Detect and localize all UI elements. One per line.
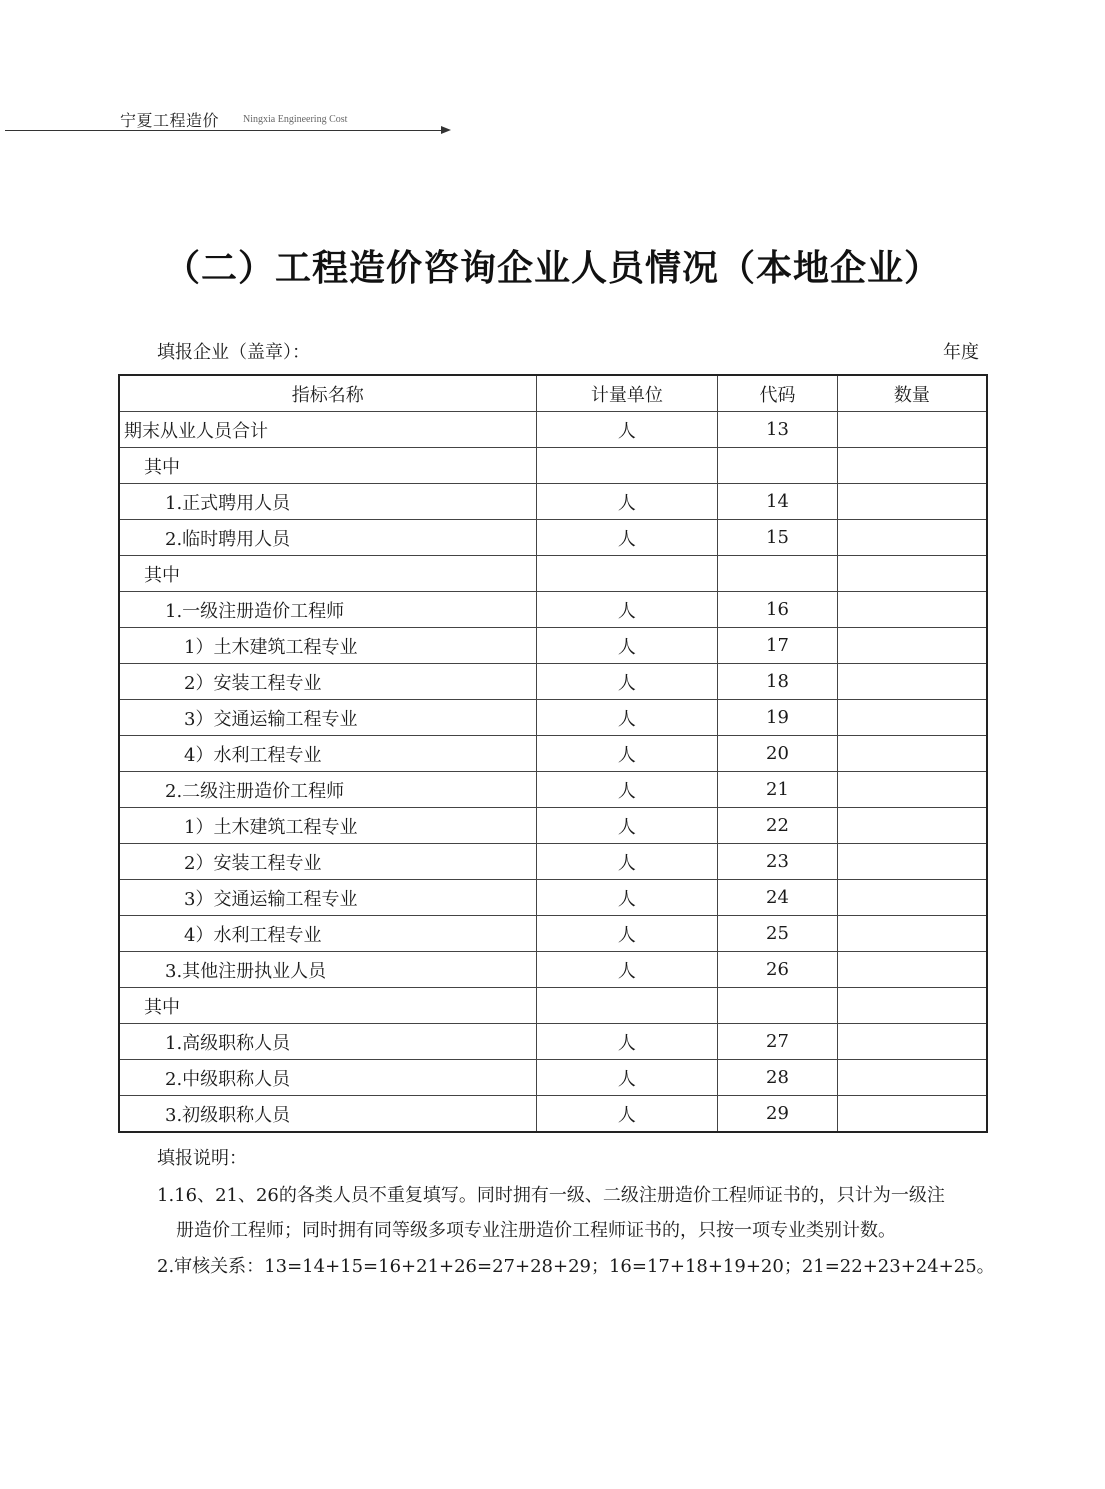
quantity-cell[interactable] bbox=[837, 880, 987, 916]
indicator-name-cell: 3.其他注册执业人员 bbox=[119, 952, 536, 988]
indicator-name-cell: 4）水利工程专业 bbox=[119, 736, 536, 772]
quantity-cell[interactable] bbox=[837, 484, 987, 520]
unit-cell: 人 bbox=[536, 628, 718, 664]
quantity-cell[interactable] bbox=[837, 916, 987, 952]
table-row bbox=[119, 520, 987, 556]
code-cell: 14 bbox=[718, 484, 838, 520]
table-header-row bbox=[119, 375, 987, 412]
unit-cell: 人 bbox=[536, 844, 718, 880]
indicator-name-cell: 其中 bbox=[119, 448, 536, 484]
indicator-name-cell: 其中 bbox=[119, 988, 536, 1024]
quantity-cell[interactable] bbox=[837, 988, 987, 1024]
table-row bbox=[119, 484, 987, 520]
table-row bbox=[119, 556, 987, 592]
indicator-name-cell: 3.初级职称人员 bbox=[119, 1096, 536, 1133]
code-cell: 29 bbox=[718, 1096, 838, 1133]
unit-cell: 人 bbox=[536, 880, 718, 916]
unit-cell: 人 bbox=[536, 592, 718, 628]
code-cell: 18 bbox=[718, 664, 838, 700]
page-title: （二）工程造价咨询企业人员情况（本地企业） bbox=[163, 248, 941, 289]
table-row bbox=[119, 988, 987, 1024]
quantity-cell[interactable] bbox=[837, 1060, 987, 1096]
unit-cell: 人 bbox=[536, 1096, 718, 1133]
quantity-cell[interactable] bbox=[837, 772, 987, 808]
indicator-name-cell: 1.正式聘用人员 bbox=[119, 484, 536, 520]
table-row bbox=[119, 772, 987, 808]
code-cell: 19 bbox=[718, 700, 838, 736]
unit-cell bbox=[536, 448, 718, 484]
fill-org-label: 填报企业（盖章）： bbox=[157, 342, 310, 363]
indicator-name-cell: 其中 bbox=[119, 556, 536, 592]
header-unit: 计量单位 bbox=[536, 375, 718, 412]
unit-cell: 人 bbox=[536, 772, 718, 808]
indicator-name-cell: 2）安装工程专业 bbox=[119, 844, 536, 880]
table-row bbox=[119, 1060, 987, 1096]
table-row bbox=[119, 880, 987, 916]
personnel-table bbox=[118, 374, 988, 1133]
journal-name-cn: 宁夏工程造价 bbox=[120, 111, 220, 130]
unit-cell bbox=[536, 988, 718, 1024]
table-row bbox=[119, 664, 987, 700]
quantity-cell[interactable] bbox=[837, 448, 987, 484]
quantity-cell[interactable] bbox=[837, 412, 987, 448]
notes-title: 填报说明： bbox=[157, 1148, 247, 1169]
indicator-name-cell: 2.临时聘用人员 bbox=[119, 520, 536, 556]
quantity-cell[interactable] bbox=[837, 628, 987, 664]
quantity-cell[interactable] bbox=[837, 556, 987, 592]
indicator-name-cell: 1.高级职称人员 bbox=[119, 1024, 536, 1060]
unit-cell bbox=[536, 556, 718, 592]
quantity-cell[interactable] bbox=[837, 952, 987, 988]
quantity-cell[interactable] bbox=[837, 844, 987, 880]
header-code: 代码 bbox=[718, 375, 838, 412]
code-cell: 15 bbox=[718, 520, 838, 556]
indicator-name-cell: 3）交通运输工程专业 bbox=[119, 700, 536, 736]
unit-cell: 人 bbox=[536, 664, 718, 700]
header-quantity: 数量 bbox=[837, 375, 987, 412]
fill-year-label: 年度 bbox=[943, 342, 979, 363]
note-1-line-1: 1.16、21、26的各类人员不重复填写。同时拥有一级、二级注册造价工程师证书的，只计为一级注 bbox=[157, 1185, 945, 1206]
quantity-cell[interactable] bbox=[837, 808, 987, 844]
table-row bbox=[119, 808, 987, 844]
note-1-line-2: 册造价工程师；同时拥有同等级多项专业注册造价工程师证书的，只按一项专业类别计数。 bbox=[176, 1220, 896, 1241]
quantity-cell[interactable] bbox=[837, 700, 987, 736]
unit-cell: 人 bbox=[536, 1024, 718, 1060]
table-row bbox=[119, 448, 987, 484]
unit-cell: 人 bbox=[536, 808, 718, 844]
quantity-cell[interactable] bbox=[837, 736, 987, 772]
unit-cell: 人 bbox=[536, 520, 718, 556]
header-rule bbox=[5, 130, 445, 131]
table-row bbox=[119, 736, 987, 772]
quantity-cell[interactable] bbox=[837, 592, 987, 628]
table-row bbox=[119, 916, 987, 952]
code-cell: 21 bbox=[718, 772, 838, 808]
indicator-name-cell: 3）交通运输工程专业 bbox=[119, 880, 536, 916]
indicator-name-cell: 1）土木建筑工程专业 bbox=[119, 808, 536, 844]
table-row bbox=[119, 844, 987, 880]
code-cell bbox=[718, 556, 838, 592]
indicator-name-cell: 1）土木建筑工程专业 bbox=[119, 628, 536, 664]
table-row bbox=[119, 952, 987, 988]
code-cell: 23 bbox=[718, 844, 838, 880]
indicator-name-cell: 2.中级职称人员 bbox=[119, 1060, 536, 1096]
table-row bbox=[119, 1024, 987, 1060]
code-cell bbox=[718, 988, 838, 1024]
quantity-cell[interactable] bbox=[837, 520, 987, 556]
quantity-cell[interactable] bbox=[837, 1096, 987, 1133]
note-2: 2.审核关系：13=14+15=16+21+26=27+28+29；16=17+18+19+20；21=22+23+24+25。 bbox=[157, 1256, 995, 1277]
unit-cell: 人 bbox=[536, 700, 718, 736]
code-cell: 13 bbox=[718, 412, 838, 448]
code-cell: 27 bbox=[718, 1024, 838, 1060]
indicator-name-cell: 1.一级注册造价工程师 bbox=[119, 592, 536, 628]
arrow-icon bbox=[441, 126, 451, 134]
code-cell: 26 bbox=[718, 952, 838, 988]
indicator-name-cell: 4）水利工程专业 bbox=[119, 916, 536, 952]
journal-name-en: Ningxia Engineering Cost bbox=[243, 114, 348, 125]
code-cell: 16 bbox=[718, 592, 838, 628]
table-row bbox=[119, 700, 987, 736]
code-cell: 24 bbox=[718, 880, 838, 916]
unit-cell: 人 bbox=[536, 916, 718, 952]
quantity-cell[interactable] bbox=[837, 1024, 987, 1060]
code-cell: 20 bbox=[718, 736, 838, 772]
indicator-name-cell: 期末从业人员合计 bbox=[119, 412, 536, 448]
table-row bbox=[119, 1096, 987, 1133]
unit-cell: 人 bbox=[536, 736, 718, 772]
quantity-cell[interactable] bbox=[837, 664, 987, 700]
unit-cell: 人 bbox=[536, 952, 718, 988]
code-cell bbox=[718, 448, 838, 484]
code-cell: 22 bbox=[718, 808, 838, 844]
running-header bbox=[0, 100, 460, 140]
code-cell: 25 bbox=[718, 916, 838, 952]
code-cell: 28 bbox=[718, 1060, 838, 1096]
code-cell: 17 bbox=[718, 628, 838, 664]
table-row bbox=[119, 628, 987, 664]
table-row bbox=[119, 592, 987, 628]
indicator-name-cell: 2）安装工程专业 bbox=[119, 664, 536, 700]
table-row bbox=[119, 412, 987, 448]
unit-cell: 人 bbox=[536, 1060, 718, 1096]
unit-cell: 人 bbox=[536, 412, 718, 448]
header-indicator-name: 指标名称 bbox=[119, 375, 536, 412]
unit-cell: 人 bbox=[536, 484, 718, 520]
indicator-name-cell: 2.二级注册造价工程师 bbox=[119, 772, 536, 808]
